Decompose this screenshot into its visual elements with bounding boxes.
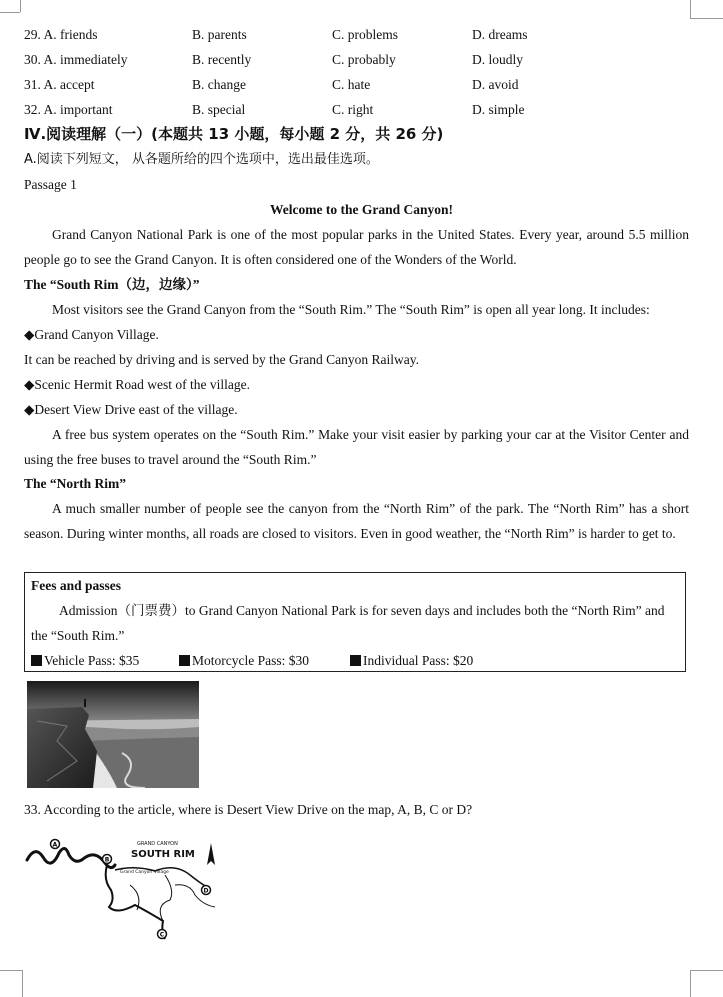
map-point-d bbox=[202, 886, 211, 895]
svg-text:D: D bbox=[203, 887, 209, 895]
south-rim-map bbox=[25, 835, 225, 957]
option-b: B. parents bbox=[192, 27, 247, 42]
crop-mark bbox=[22, 970, 23, 997]
option-d: D. dreams bbox=[472, 27, 528, 42]
vehicle-pass: Vehicle Pass: $35 bbox=[31, 652, 139, 670]
bullet-desert-view: ◆Desert View Drive east of the village. bbox=[24, 402, 238, 417]
crop-mark bbox=[690, 970, 723, 971]
south-rim-heading: The “South Rim（边，边缘）” bbox=[24, 277, 200, 292]
svg-text:C: C bbox=[159, 931, 165, 939]
option-a: 29. A. friends bbox=[24, 27, 98, 42]
option-c: C. right bbox=[332, 102, 374, 117]
option-a: 30. A. immediately bbox=[24, 52, 128, 67]
crop-mark bbox=[0, 12, 20, 13]
fees-text: Admission（门票费）to Grand Canyon National Park is for seven days and includes both the “North Rim” and the “South Rim.” bbox=[31, 603, 665, 643]
north-rim-text: A much smaller number of people see the canyon from the “North Rim” of the park. The “North Rim” has a short season. During winter months, all roads are closed to visitors. Even in good weather, the “North Rim” is harder to get to. bbox=[24, 501, 689, 541]
motorcycle-pass: Motorcycle Pass: $30 bbox=[179, 652, 309, 670]
svg-text:B: B bbox=[104, 856, 110, 864]
option-d: D. loudly bbox=[472, 52, 524, 67]
svg-text:A: A bbox=[52, 841, 58, 849]
individual-pass: Individual Pass: $20 bbox=[350, 652, 473, 670]
map-point-b bbox=[103, 855, 112, 864]
option-d: D. avoid bbox=[472, 77, 519, 92]
crop-mark bbox=[0, 970, 22, 971]
fees-heading: Fees and passes bbox=[31, 578, 122, 593]
bus-paragraph: A free bus system operates on the “South Rim.” Make your visit easier by parking your car at the Visitor Center and using the free buses to travel around the “South Rim.” bbox=[24, 427, 689, 467]
grand-canyon-photo bbox=[27, 681, 199, 788]
crop-mark bbox=[690, 0, 691, 18]
north-rim-heading: The “North Rim” bbox=[24, 476, 126, 491]
map-point-c bbox=[158, 930, 167, 939]
section-instruction: A.阅读下列短文， 从各题所给的四个选项中，选出最佳选项。 bbox=[24, 152, 379, 167]
passage-label: Passage 1 bbox=[24, 177, 77, 192]
map-point-a bbox=[51, 840, 60, 849]
svg-text:SOUTH RIM: SOUTH RIM bbox=[131, 849, 195, 860]
question-33: 33. According to the article, where is Desert View Drive on the map, A, B, C or D? bbox=[24, 802, 473, 817]
south-rim-intro: Most visitors see the Grand Canyon from the “South Rim.” The “South Rim” is open all year long. It includes: bbox=[52, 302, 650, 317]
option-c: C. probably bbox=[332, 52, 396, 67]
bullet-village-note: It can be reached by driving and is served by the Grand Canyon Railway. bbox=[24, 352, 420, 367]
crop-mark bbox=[20, 0, 21, 12]
option-b: B. recently bbox=[192, 52, 252, 67]
section-title: Ⅳ.阅读理解（一）(本题共 13 小题，每小题 2 分，共 26 分) bbox=[24, 125, 444, 143]
option-a: 31. A. accept bbox=[24, 77, 95, 92]
option-c: C. problems bbox=[332, 27, 398, 42]
option-d: D. simple bbox=[472, 102, 525, 117]
option-c: C. hate bbox=[332, 77, 371, 92]
crop-mark bbox=[690, 970, 691, 997]
option-b: B. change bbox=[192, 77, 246, 92]
svg-text:GRAND CANYON: GRAND CANYON bbox=[137, 841, 178, 847]
article-intro: Grand Canyon National Park is one of the most popular parks in the United States. Every year, around 5.5 million people go to see the Grand Canyon. It is often considered one of the Wonders of the World. bbox=[24, 227, 689, 267]
svg-text:Grand Canyon Village: Grand Canyon Village bbox=[120, 870, 169, 875]
bullet-village: ◆Grand Canyon Village. bbox=[24, 327, 159, 342]
crop-mark bbox=[690, 18, 723, 19]
article-title: Welcome to the Grand Canyon! bbox=[270, 202, 453, 217]
option-b: B. special bbox=[192, 102, 246, 117]
option-a: 32. A. important bbox=[24, 102, 113, 117]
fees-box bbox=[24, 572, 686, 672]
bullet-hermit-road: ◆Scenic Hermit Road west of the village. bbox=[24, 377, 250, 392]
